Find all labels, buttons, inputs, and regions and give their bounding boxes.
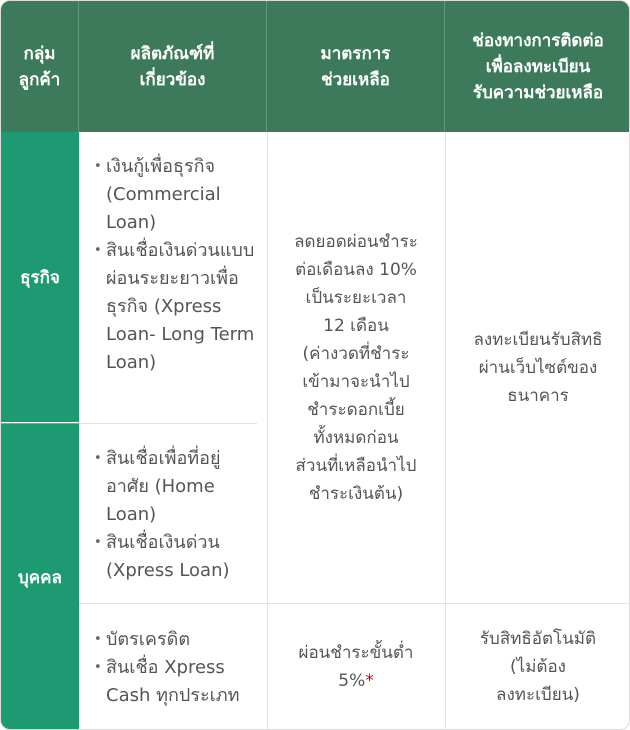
list-item: • สินเชื่อ Xpress Cash ทุกประเภท <box>79 654 267 710</box>
list-item: • เงินกู้เพื่อธุรกิจ (Commercial Loan) <box>79 153 267 237</box>
list-item: • สินเชื่อเงินด่วนแบบผ่อนระยะยาวเพื่อธุรกิจ (Xpress Loan- Long Term Loan) <box>79 237 267 377</box>
measure-cards-text: ผ่อนชำระขั้นต่ำ 5% <box>298 643 414 691</box>
header-customer-group: กลุ่ม ลูกค้า <box>1 1 79 132</box>
channel-loans: ลงทะเบียนรับสิทธิ ผ่านเว็บไซต์ของ ธนาคาร <box>473 329 603 406</box>
footnote-asterisk: * <box>365 671 374 691</box>
header-related-products: ผลิตภัณฑ์ที่ เกี่ยวข้อง <box>79 1 267 132</box>
measure-loans: ลดยอดผ่อนชำระ ต่อเดือนลง 10% เป็นระยะเวลา 12 เดือน (ค่างวดที่ชำระ เข้ามาจะนำไป ชำระดอกเบี้ย ทั้งหมดก่อน ส่วนที่เหลือนำไป ชำระเงินต้น) <box>294 231 418 504</box>
channel-cards: รับสิทธิอัตโนมัติ (ไม่ต้อง ลงทะเบียน) <box>479 629 597 705</box>
group-individual: บุคคล <box>1 423 79 730</box>
products-business <box>79 153 267 377</box>
list-item: • บัตรเครดิต <box>79 626 267 654</box>
list-item: • สินเชื่อเพื่อที่อยู่อาศัย (Home Loan) <box>79 445 267 529</box>
header-assistance-measures: มาตรการ ช่วยเหลือ <box>267 1 445 132</box>
list-item: • สินเชื่อเงินด่วน (Xpress Loan) <box>79 529 267 585</box>
products-individual-loans <box>79 445 267 585</box>
group-business: ธุรกิจ <box>1 132 79 422</box>
divider <box>79 423 257 424</box>
measure-cards <box>267 603 445 730</box>
header-contact-channels: ช่องทางการติดต่อ เพื่อลงทะเบียน รับความช่วยเหลือ <box>445 1 630 132</box>
products-individual-cards <box>79 626 267 710</box>
